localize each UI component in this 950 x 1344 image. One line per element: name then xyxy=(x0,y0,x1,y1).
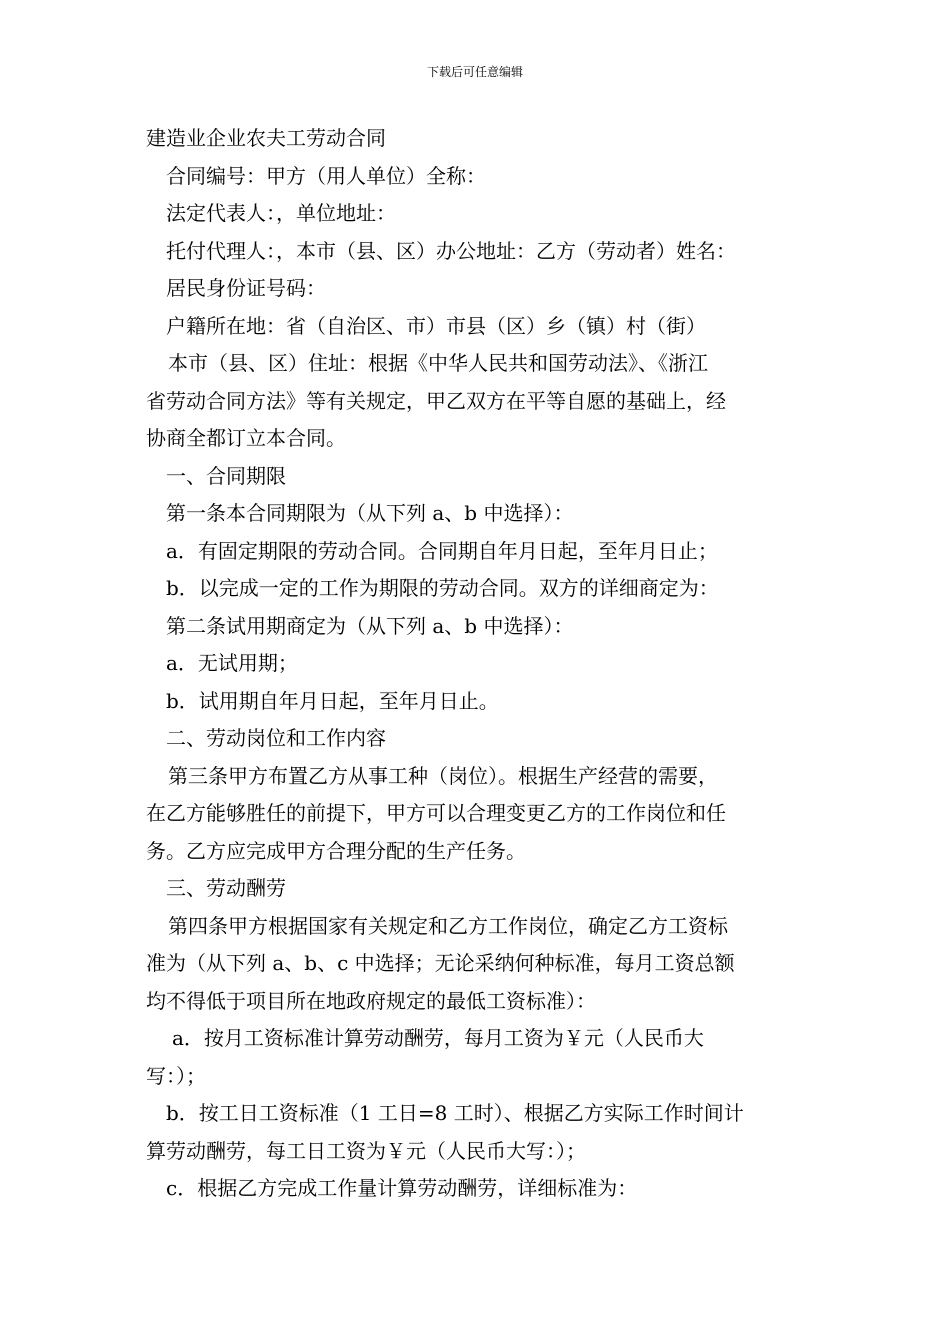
paragraph-line: 务。乙方应完成甲方合理分配的生产任务。 xyxy=(146,838,526,863)
agent-line: 托付代理人：，本市（县、区）办公地址：乙方（劳动者）姓名： xyxy=(166,238,736,263)
section-heading: 三、劳动酬劳 xyxy=(166,876,286,900)
page-header-note: 下载后可任意编辑 xyxy=(426,65,523,79)
paragraph-line: 第四条甲方根据国家有关规定和乙方工作岗位，确定乙方工资标 xyxy=(168,913,728,938)
option-line: c．根据乙方完成工作量计算劳动酬劳，详细标准为： xyxy=(166,1176,638,1200)
section-heading: 一、合同期限 xyxy=(166,463,286,488)
document-title: 建造业企业农夫工劳动合同 xyxy=(146,126,386,150)
paragraph-line: 准为（从下列 a、b、c 中选择；无论采纳何种标准，每月工资总额 xyxy=(146,951,735,975)
option-line: a．无试用期； xyxy=(166,651,298,675)
option-line: b．按工日工资标准（1 工日=8 工时）、根据乙方实际工作时间计 xyxy=(166,1101,744,1125)
paragraph-line: 本市（县、区）住址：根据《中华人民共和国劳动法》、《浙江 xyxy=(168,351,708,375)
option-line: a．有固定期限的劳动合同。合同期自年月日起，至年月日止； xyxy=(166,538,718,563)
option-line: b．以完成一定的工作为期限的劳动合同。双方的详细商定为： xyxy=(166,576,719,600)
article-line: 第一条本合同期限为（从下列 a、b 中选择）： xyxy=(166,501,574,525)
article-line: 第二条试用期商定为（从下列 a、b 中选择）： xyxy=(166,613,574,638)
option-line: 算劳动酬劳，每工日工资为￥元（人民币大写：）； xyxy=(146,1138,586,1163)
paragraph-line: 协商全都订立本合同。 xyxy=(146,426,346,450)
option-line: b．试用期自年月日起，至年月日止。 xyxy=(166,688,499,713)
paragraph-line: 第三条甲方布置乙方从事工种（岗位）。根据生产经营的需要， xyxy=(168,763,718,788)
contract-body xyxy=(146,120,806,1208)
option-line: 写：）； xyxy=(146,1063,206,1088)
paragraph-line: 省劳动合同方法》等有关规定，甲乙双方在平等自愿的基础上，经 xyxy=(146,388,726,413)
paragraph-line: 在乙方能够胜任的前提下，甲方可以合理变更乙方的工作岗位和任 xyxy=(146,801,726,825)
id-number-line: 居民身份证号码： xyxy=(166,276,326,300)
household-registration-line: 户籍所在地：省（自治区、市）市县（区）乡（镇）村（街） xyxy=(166,313,706,338)
contract-number-line: 合同编号：甲方（用人单位）全称： xyxy=(166,163,486,188)
legal-representative-line: 法定代表人：，单位地址： xyxy=(166,201,396,225)
paragraph-line: 均不得低于项目所在地政府规定的最低工资标准）： xyxy=(146,988,596,1013)
option-line: a．按月工资标准计算劳动酬劳，每月工资为￥元（人民币大 xyxy=(172,1026,704,1050)
section-heading: 二、劳动岗位和工作内容 xyxy=(166,726,386,750)
